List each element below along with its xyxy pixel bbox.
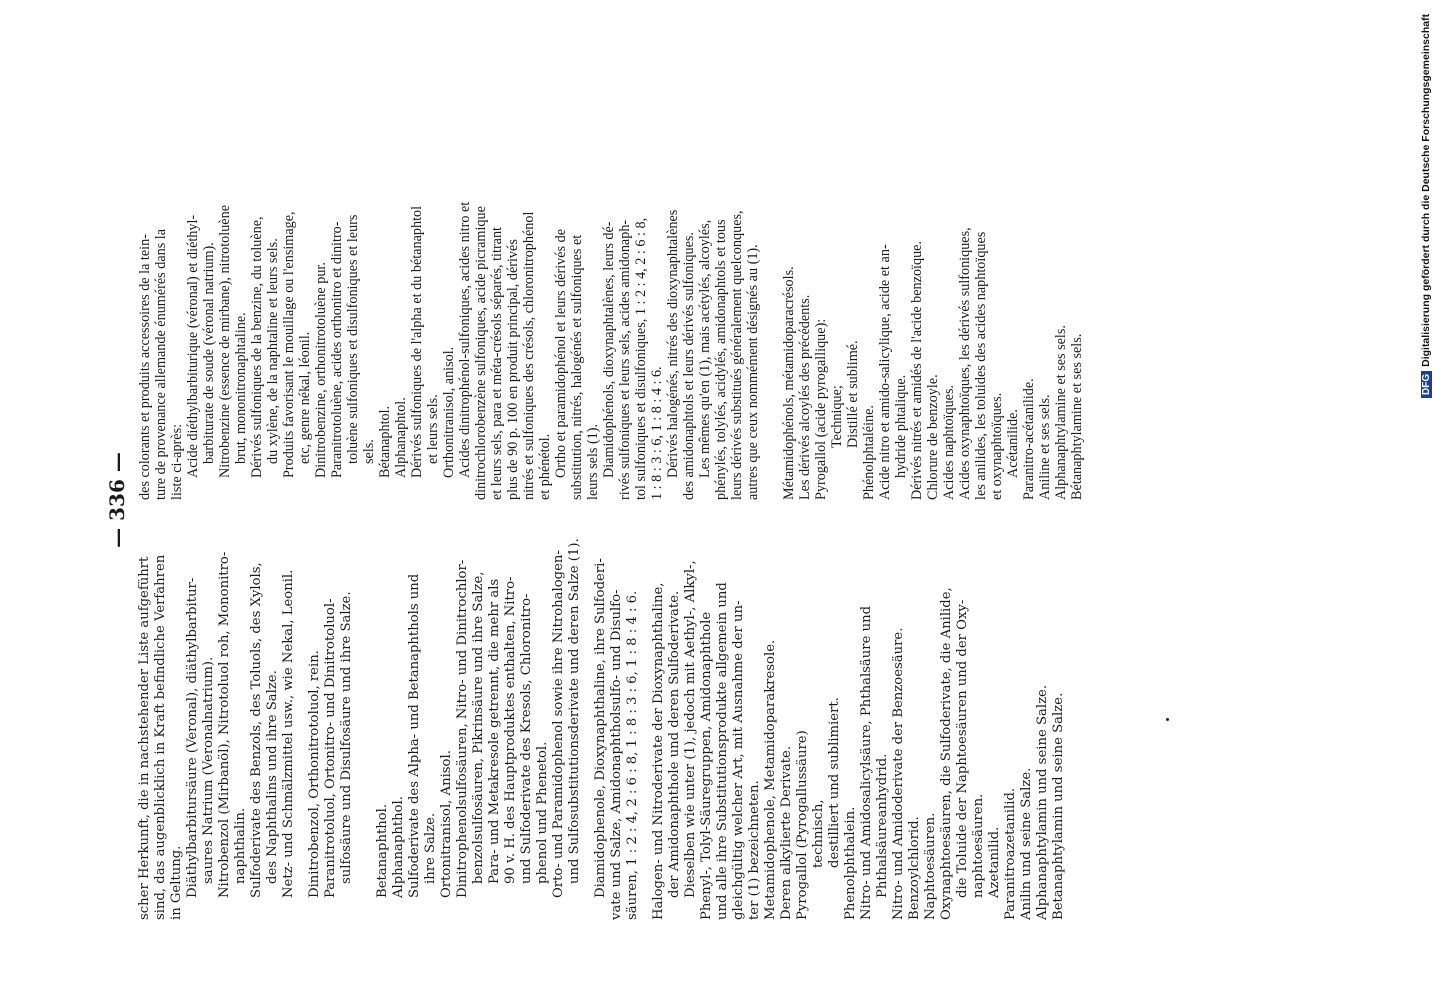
french-text-line (761, 80, 781, 500)
german-text-line: in Geltung. (169, 845, 184, 920)
french-text-line: Orthonitranisol, anisol. (441, 346, 457, 478)
german-text-line: Netz- und Schmälzmittel usw., wie Nekal, Leonil. (281, 569, 296, 898)
french-text-line: autres que ceux nommément désignés au (1). (745, 244, 761, 500)
german-text-line: der Amidonaphthole und deren Sulfoderivate. (667, 590, 682, 898)
french-text-line: Paranitrotoluène, acides orthonitro et dinitro- (329, 221, 345, 478)
french-text-line: Nitrobenzine (essence de mirbane), nitrotoluène (217, 205, 233, 478)
german-text-line: sulfosäure und Disulfosäure und ihre Salze. (339, 591, 354, 884)
german-text-line: Alphanaphtylamin und seine Salze. (1035, 684, 1050, 920)
french-text-line: Chlorure de benzoyle. (925, 374, 941, 500)
french-text-line: Diamidophénols, dioxynaphtalènes, leurs dé- (601, 221, 617, 478)
german-text-line: Phenyl-, Tolyl-Säuregruppen, Amidonaphthole (699, 611, 714, 920)
german-text-line (355, 520, 375, 920)
german-text-line: Oxynaphtoesäuren, die Sulfoderivate, die Anilide, (939, 587, 954, 920)
german-text-line: Naphtoesäuren. (923, 812, 938, 920)
german-text-line: Alphanaphthol. (391, 796, 406, 898)
german-text-line: Para- und Metakresole getrennt, die mehr als (487, 578, 502, 884)
french-text-line: des amidonaphtols et leurs dérivés sulfoniques. (681, 232, 697, 500)
french-text-line: nitrés et sulfoniques des crésols, chloronitrophénol (521, 211, 537, 500)
french-text-line: Dérivés halogénés, nitrés des dioxynaphtalènes (665, 209, 681, 478)
german-text-line: saures Natrium (Veronalnatrium). (201, 656, 216, 884)
french-text-line: plus de 90 p. 100 en produit principal, dérivés (505, 239, 521, 500)
german-text-line: Nitrobenzol (Mirbanöl), Nitrotoluol roh, Mononitro- (217, 551, 232, 898)
page-number: — 336 — (105, 452, 129, 548)
french-text-line: et leurs sels, para et méta-crésols séparés, titrant (489, 227, 505, 500)
german-text-line: technisch, (811, 799, 826, 868)
german-text-line: Deren alkylierte Derivate. (779, 745, 794, 920)
german-text-line: Anilin und seine Salze. (1019, 767, 1034, 920)
french-text-line: Produits favorisant le mouillage ou l'ensimage, (281, 211, 297, 478)
scan-speck (1166, 718, 1169, 721)
french-text-line: Phénolphtaléine. (861, 405, 877, 500)
french-text-line: Aniline et ses sels. (1037, 394, 1053, 500)
german-text-line: Ortonitranisol, Anisol. (439, 750, 454, 898)
french-column (137, 80, 1085, 500)
german-text-line: Metamidophenole, Metamidoparakresole. (763, 639, 778, 920)
french-text-line: 1 : 8 : 3 : 6, 1 : 8 : 4 : 6. (649, 366, 665, 500)
french-text-line: rivés sulfoniques et leurs sels, acides amidonaph- (617, 219, 633, 500)
french-text-line: Dérivés nitrés et amidés de l'acide benzoïque. (909, 240, 925, 500)
french-text-line: leurs sels (1). (585, 423, 601, 500)
german-text-line: ter (1) bezeichneten. (747, 780, 762, 920)
french-text-line: Acides dinitrophénol-sulfoniques, acides nitro et (457, 201, 473, 478)
french-text-line: Technique; (829, 385, 845, 448)
german-text-line: Dieselben wie unter (1), jedoch mit Aethyl-, Alkyl-, (683, 560, 698, 898)
german-text-line: Phenolphthalein. (843, 806, 858, 920)
german-text-line: naphthalin. (233, 807, 248, 884)
french-text-line: et oxynaphtoïques. (989, 392, 1005, 500)
german-text-line: Sulfoderivate des Alpha- und Betanaphthols und (407, 573, 422, 898)
french-text-line: Les dérivés alcoylés des précédents. (797, 294, 813, 500)
french-text-line: Ortho et paramidophénol et leurs dérivés de (553, 229, 569, 478)
french-text-line: et leurs sels. (425, 394, 441, 464)
french-text-line: du xylène, de la naphtaline et leurs sels. (265, 238, 281, 464)
french-text-line: Pyrogallol (acide pyrogallique): (813, 318, 829, 500)
french-text-line: Acides naphtoïques. (941, 384, 957, 500)
french-text-line: Acétanilide. (1005, 409, 1021, 478)
german-text-line: die Toluide der Naphtoesäuren und der Oxy- (955, 599, 970, 898)
german-text-line: und Sulfoderivate des Kresols, Chloronitro- (519, 593, 534, 884)
german-text-line: Azetanilid. (987, 826, 1002, 898)
french-text-line: les anilides, les toluides des acides naphtoïques (973, 231, 989, 500)
german-text-line: phenol und Phenetol. (535, 741, 550, 884)
french-text-line: Dinitrobenzine, orthonitrotoluène pur. (313, 262, 329, 478)
french-text-line: Dérivés sulfoniques de l'alpha et du bétanaphtol (409, 205, 425, 478)
german-text-line: Halogen- und Nitroderivate der Dioxynaphthaline, (651, 582, 666, 920)
dfg-notice (1420, 8, 1434, 398)
german-text-line: Sulfoderivate des Benzols, des Toluols, des Xylols, (249, 562, 264, 898)
german-text-line: gleichgültig welcher Art, mit Ausnahme der un- (731, 600, 746, 920)
german-column (137, 520, 1067, 920)
german-text-line: säuren, 1 : 2 : 4, 2 : 6 : 8, 1 : 8 : 3 : 6, 1 : 8 : 4 : 6. (625, 590, 640, 920)
german-text-line: des Naphthalins und ihre Salze. (265, 670, 280, 884)
french-text-line: Distillé et sublimé. (845, 340, 861, 448)
german-text-line: benzolsulfosäuren, Pikrinsäure und ihre Salze, (471, 571, 486, 884)
french-text-line: toluène sulfoniques et disulfoniques et leurs (345, 214, 361, 464)
french-text-line: et phénétol. (537, 433, 553, 500)
german-text-line: scher Herkunft, die in nachstehender Liste aufgeführt (137, 556, 152, 920)
german-text-line: 90 v. H. des Hauptproduktes enthalten, Nitro- (503, 576, 518, 884)
dfg-notice-text: DFGDigitalisierung gefördert durch die Deutsche Forschungsgemeinschaft (1420, 8, 1434, 398)
german-text-line (641, 520, 651, 920)
german-text-line: Benzoylchlorid. (907, 816, 922, 920)
french-text-line: dinitrochlorobenzène sulfoniques, acide picramique (473, 206, 489, 500)
french-text-line: Dérivés sulfoniques de la benzine, du toluène, (249, 216, 265, 478)
french-text-line: ture de provenance allemande énumérés dans la (153, 228, 169, 500)
french-text-line: etc, genre nékal, léonil. (297, 331, 313, 464)
french-text-line: hydride phtalique. (893, 374, 909, 478)
german-text-line: Paranitroazetanilid. (1003, 787, 1018, 920)
french-text-line: Les mêmes qu'en (1), mais acétylés, alcoylés, (697, 219, 713, 478)
french-text-line: Alphanaphtylamine et ses sels. (1053, 325, 1069, 500)
french-text-line: liste ci-après: (169, 423, 185, 500)
german-text-line: destilliert und sublimiert. (827, 697, 842, 868)
french-text-line: des colorants et produits accessoires de la tein- (137, 234, 153, 500)
german-text-line: Pyrogallol (Pyrogallussäure) (795, 730, 810, 920)
french-text-line: phénylés, tolylés, acidylés, amidonaphtols et tous (713, 219, 729, 500)
german-text-line: Nitro- und Amidoderivate der Benzoesäure. (891, 627, 906, 920)
french-text-line: Métamidophénols, métamidoparacrésols. (781, 266, 797, 500)
german-text-line (297, 520, 307, 920)
dfg-logo: DFG (1421, 371, 1432, 398)
french-text-line: sels. (361, 439, 377, 464)
french-text-line: brut, mononitronaphtaline. (233, 312, 249, 464)
german-text-line: Nitro- und Amidosalicylsäure, Phthalsäure und (859, 605, 874, 920)
german-text-line: und alle ihre Substitutionsprodukte allgemein und (715, 582, 730, 920)
german-text-line: Paranitrotoluol, Ortonitro- und Dinitrotoluol- (323, 598, 338, 898)
french-text-line: barbiturate de soude (véronal natrium). (201, 242, 217, 464)
german-text-line: ihre Salze. (423, 812, 438, 884)
french-text-line: leurs dérivés substitués généralement quelconques, (729, 210, 745, 500)
german-text-line: sind, das augenblicklich in Kraft befindliche Verfahren (153, 554, 168, 920)
german-text-line: Betanaphtylamin und seine Salze. (1051, 692, 1066, 920)
rotated-page-content (105, 80, 1355, 920)
german-text-line: naphtoesäuren. (971, 793, 986, 898)
german-text-line (583, 520, 593, 920)
french-text-line: Paranitro-acétanilide. (1021, 378, 1037, 500)
german-text-line: Betanaphthol. (375, 803, 390, 898)
german-text-line: Phthalsäureanhydrid. (875, 753, 890, 898)
french-text-line: Alphanaphtol. (393, 397, 409, 478)
german-text-line: Diäthylbarbitursäure (Veronal), diäthylbarbitur- (185, 577, 200, 898)
german-text-line: Diamidophenole, Dioxynaphthaline, ihre Sulfoderi- (593, 558, 608, 898)
french-text-line: Acide nitro et amido-salicylique, acide et an- (877, 244, 893, 500)
french-text-line: tol sulfoniques et disulfoniques, 1 : 2 : 4, 2 : 6 : 8, (633, 217, 649, 500)
french-text-line: substitution, nitrés, halogénés et sulfoniques et (569, 234, 585, 500)
french-text-line: Acide diéthylbarbiturique (véronal) et diéthyl- (185, 214, 201, 478)
german-text-line: Dinitrophenolsulfosäuren, Nitro- und Dinitrochlor- (455, 559, 470, 898)
german-text-line: vate und Salze, Amidonaphtholsulfo- und Disulfo- (609, 589, 624, 920)
french-text-line: Bétanaphtylamine et ses sels. (1069, 333, 1085, 500)
french-text-line: Acides oxynaphtoïques, les dérivés sulfoniques, (957, 227, 973, 500)
french-text-line: Bétanaphtol. (377, 405, 393, 478)
german-text-line: und Sulfosubstitutionsderivate und deren Salze (1). (567, 538, 582, 884)
german-text-line: Orto- und Paramidophenol sowie ihre Nitrohalogen- (551, 550, 566, 898)
german-text-line: Dinitrobenzol, Orthonitrotoluol, rein. (307, 650, 322, 898)
